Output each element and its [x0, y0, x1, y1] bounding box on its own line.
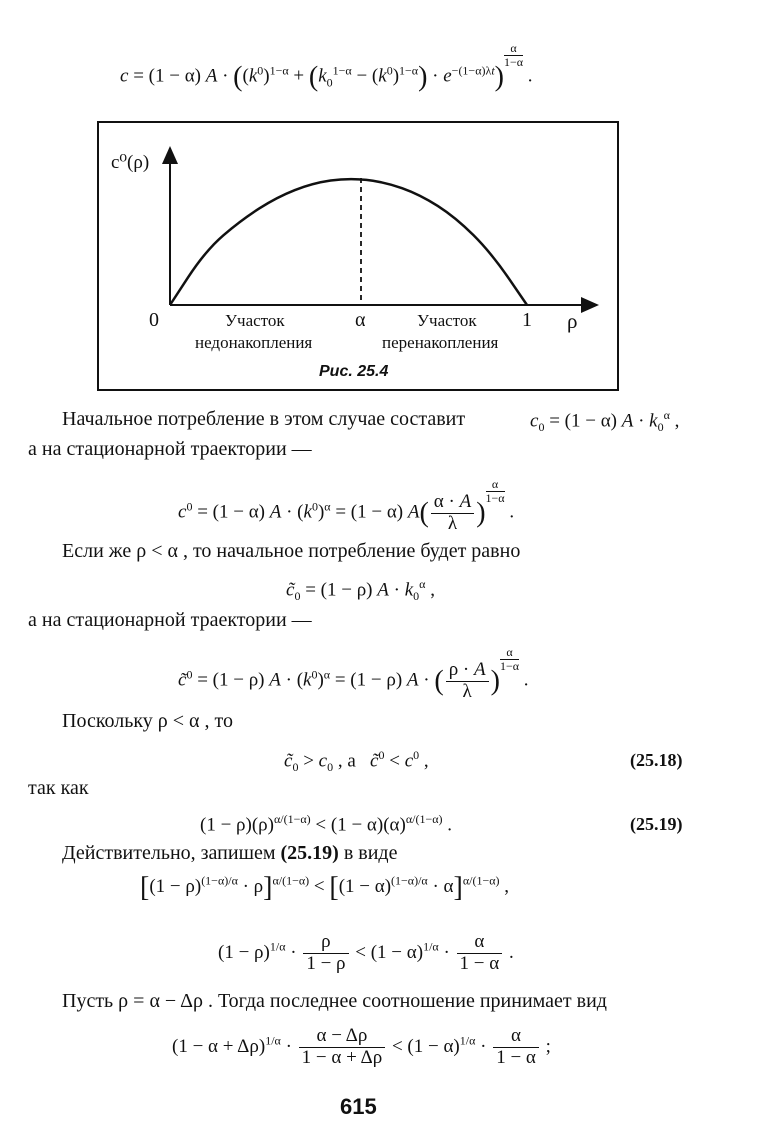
page-number: 615 — [340, 1094, 377, 1119]
formula-c0-stationary: $c^0 = (1 - \alpha) A \cdot (k^0)^\alpha = (1 - \alpha)$ A( $\frac{\alpha \cdot A}{\lambda}$ ) $\frac{\alpha}{1-\alpha}$ . — [178, 477, 515, 534]
formula-tilde-c0-stationary: c̃$^0$ = (1 − ρ) $A \cdot (k^0)^\alpha = (1 - \rho) A$ · ( $\frac{\rho \cdot A}{\lambda}$ ) $\frac{\alpha}{1-\alpha}$ . — [178, 645, 529, 702]
paragraph-initial-consumption — [62, 408, 465, 431]
figure-25-4 — [97, 121, 619, 391]
region-left-line2: недонакопления — [195, 333, 313, 352]
formula-consumption-path: c = (1 − α) $A \cdot ((k^0)^{1-\alpha} + (k_0^{1-\alpha} - (k^0)^{1-\alpha}) \cdot e^{-(1-\alpha)\lambda t})$ $\frac{\alpha}{1-\alpha}$ . — [120, 41, 533, 93]
formula-bracket: $[(1 - \rho)^{(1-\alpha)/\alpha} \cdot \rho]^{\alpha/(1-\alpha)} < [(1 - \alpha)^{(1-\alpha)/\alpha} \cdot \alpha]^{\alpha/(1-\alpha)}$ , — [140, 872, 510, 903]
tick-one: 1 — [522, 309, 532, 331]
formula-25-18: $c̃_0 > c_0$ , а c̃$^0$ < $c^0$ , — [284, 748, 429, 775]
y-axis-label: c⁰(ρ) — [111, 152, 150, 173]
paragraph-if-rho-less: Если же ρ < α , то начальное потребление будет равно — [62, 540, 521, 562]
paragraph-let: Пусть ρ = α − Δρ . Тогда последнее соотношение принимает вид — [62, 990, 607, 1012]
x-axis-label: ρ — [567, 309, 578, 333]
paragraph-because: так как — [28, 777, 89, 799]
paragraph-indeed — [62, 842, 398, 865]
equation-number-25-19: (25.19) — [630, 814, 683, 834]
formula-25-19: $(1 - \rho)(\rho)^{\alpha/(1-\alpha)} < (1 - \alpha)(\alpha)^{\alpha/(1-\alpha)}$ . — [200, 812, 452, 836]
paragraph-stationary: а на стационарной траектории — — [28, 438, 312, 460]
paragraph-initial-consumption-text: Начальное потребление в этом случае составит — [62, 408, 466, 430]
consumption-curve-chart — [99, 123, 617, 389]
paragraph-stationary-2: а на стационарной траектории — — [28, 609, 312, 631]
formula-delta: $(1 - \alpha + \Delta\rho)^{1/\alpha}$ · $\frac{\alpha - \Delta\rho}{1 - \alpha + \Delta\rho}$ < $(1 - \alpha)^{1/\alpha}$ · $\frac{\alpha}{1 - \alpha}$ ; — [172, 1025, 551, 1068]
equation-number-25-18: (25.18) — [630, 750, 683, 770]
paragraph-indeed-text-b: в виде — [343, 842, 398, 864]
formula-tilde-c0: $c̃_0 = (1 - \rho) A \cdot k_0^\alpha$ , — [286, 577, 435, 604]
region-left-line1: Участок — [225, 311, 285, 330]
tick-alpha: α — [355, 309, 366, 331]
tick-zero: 0 — [149, 309, 159, 331]
formula-ratio: $(1 - \rho)^{1/\alpha}$ · $\frac{\rho}{1 - \rho}$ < $(1 - \alpha)^{1/\alpha}$ · $\frac{\alpha}{1 - \alpha}$ . — [218, 931, 514, 974]
region-right-line1: Участок — [417, 311, 477, 330]
figure-caption: Рис. 25.4 — [319, 363, 389, 380]
equation-reference: (25.19) — [280, 842, 339, 864]
formula-c0-initial: $c_0 = (1 - \alpha) A \cdot k_0^\alpha$ , — [530, 408, 680, 435]
region-right-line2: перенакопления — [382, 333, 499, 352]
consumption-curve — [170, 179, 527, 305]
paragraph-since: Поскольку ρ < α , то — [62, 710, 234, 732]
paragraph-indeed-text-a: Действительно, запишем — [62, 842, 276, 864]
